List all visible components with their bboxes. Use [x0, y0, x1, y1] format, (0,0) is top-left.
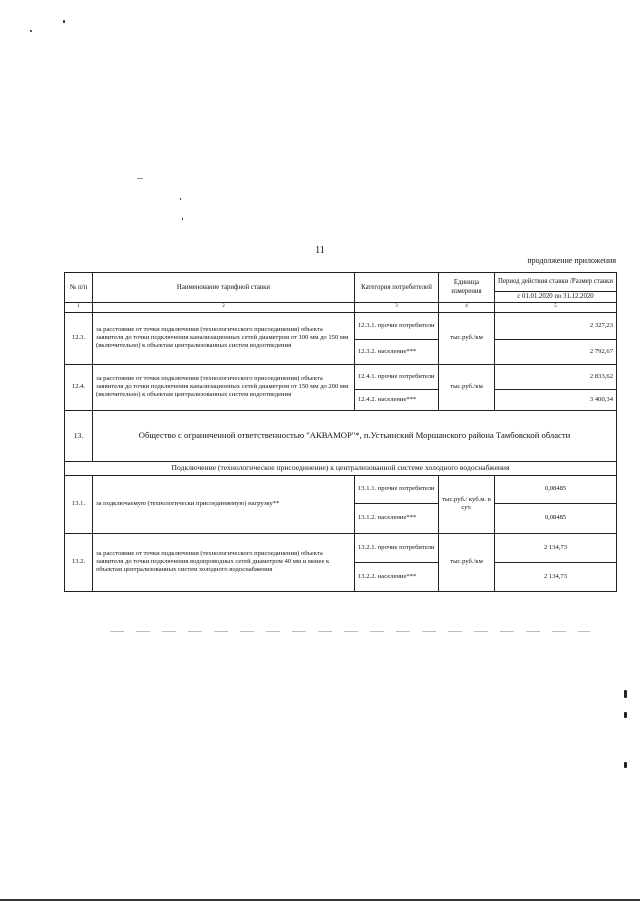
- scan-mark: [182, 218, 183, 220]
- unit-cell: тыс.руб./км: [439, 364, 495, 410]
- table-row: [65, 312, 617, 339]
- table-row: [65, 364, 617, 389]
- unit-cell: тыс.руб./км: [439, 533, 495, 591]
- organization-name: Общество с ограниченной ответственностью "АКВАМОР"*, п.Устьинский Моршанского района Тамбовской области: [93, 410, 617, 461]
- rate-name: за расстояние от точки подключения (технологического присоединения) объекта заявителя до точки подключения канализационных сетей диаметром от 100 мм до 150 мм (включительно) к объектам централизованных систем водоотведения: [93, 312, 355, 364]
- bottom-edge-line: [0, 899, 640, 901]
- consumer-category: 13.2.2. население***: [355, 562, 439, 591]
- section-title: Подключение (технологическое присоединение) к централизованной системе холодного водоснабжения: [65, 461, 617, 475]
- continued-label: продолжение приложения: [527, 256, 616, 265]
- rate-value: 0,08485: [495, 475, 617, 503]
- row-number: 13.: [65, 410, 93, 461]
- consumer-category: 13.1.2. население***: [355, 503, 439, 533]
- header-unit: Единица измерения: [439, 273, 495, 303]
- consumer-category: 12.3.1. прочие потребители: [355, 312, 439, 339]
- column-number: 2: [93, 303, 355, 312]
- scan-noise-line: [110, 631, 590, 632]
- column-number: 4: [439, 303, 495, 312]
- header-period: Период действия ставки /Размер ставки: [495, 273, 617, 292]
- table-row: [65, 533, 617, 562]
- consumer-category: 13.2.1. прочие потребители: [355, 533, 439, 562]
- column-number: 5: [495, 303, 617, 312]
- rate-value: 2 327,23: [495, 312, 617, 339]
- header-period-range: с 01.01.2020 по 31.12.2020: [495, 292, 617, 303]
- scan-mark: [63, 20, 65, 23]
- row-number: 12.3.: [65, 312, 93, 364]
- rate-value: 2 792,67: [495, 339, 617, 364]
- table-header-row: [65, 273, 617, 292]
- column-number: 3: [355, 303, 439, 312]
- rate-value: 2 134,73: [495, 533, 617, 562]
- column-number: 1: [65, 303, 93, 312]
- scan-mark: [137, 178, 143, 179]
- consumer-category: 13.1.1. прочие потребители: [355, 475, 439, 503]
- row-number: 13.1.: [65, 475, 93, 533]
- scan-mark: [180, 198, 181, 200]
- header-num: № п/п: [65, 273, 93, 303]
- scan-mark: [30, 30, 32, 32]
- scan-mark: [624, 712, 627, 718]
- rate-name: за расстояние от точки подключения (технологического присоединения) объекта заявителя до точки подключения водопроводных сетей диаметром 40 мм и менее к объектам централизованных систем холодного водоснабжения: [93, 533, 355, 591]
- row-number: 12.4.: [65, 364, 93, 410]
- section-row: [65, 461, 617, 475]
- rate-value: 2 134,73: [495, 562, 617, 591]
- column-number-row: [65, 303, 617, 312]
- row-number: 13.2.: [65, 533, 93, 591]
- rate-value: 0,08485: [495, 503, 617, 533]
- unit-cell: тыс.руб./км: [439, 312, 495, 364]
- rate-name: за подключаемую (технологически присоединяемую) нагрузку**: [93, 475, 355, 533]
- header-name: Наименование тарифной ставки: [93, 273, 355, 303]
- table-row: [65, 475, 617, 503]
- table-row: [65, 410, 617, 461]
- rate-value: 3 400,34: [495, 389, 617, 410]
- consumer-category: 12.4.2. население***: [355, 389, 439, 410]
- rate-value: 2 833,62: [495, 364, 617, 389]
- consumer-category: 12.4.1. прочие потребители: [355, 364, 439, 389]
- scan-mark: [624, 690, 627, 698]
- header-category: Категория потребителей: [355, 273, 439, 303]
- tariff-table: [64, 272, 617, 592]
- rate-name: за расстояние от точки подключения (технологического присоединения) объекта заявителя до точки подключения канализационных сетей диаметром от 150 мм до 200 мм (включительно) к объектам централизованных систем водоотведения: [93, 364, 355, 410]
- unit-cell: тыс.руб./ куб.м. в сут.: [439, 475, 495, 533]
- scan-mark: [624, 762, 627, 768]
- page-number: 11: [315, 245, 325, 256]
- consumer-category: 12.3.2. население***: [355, 339, 439, 364]
